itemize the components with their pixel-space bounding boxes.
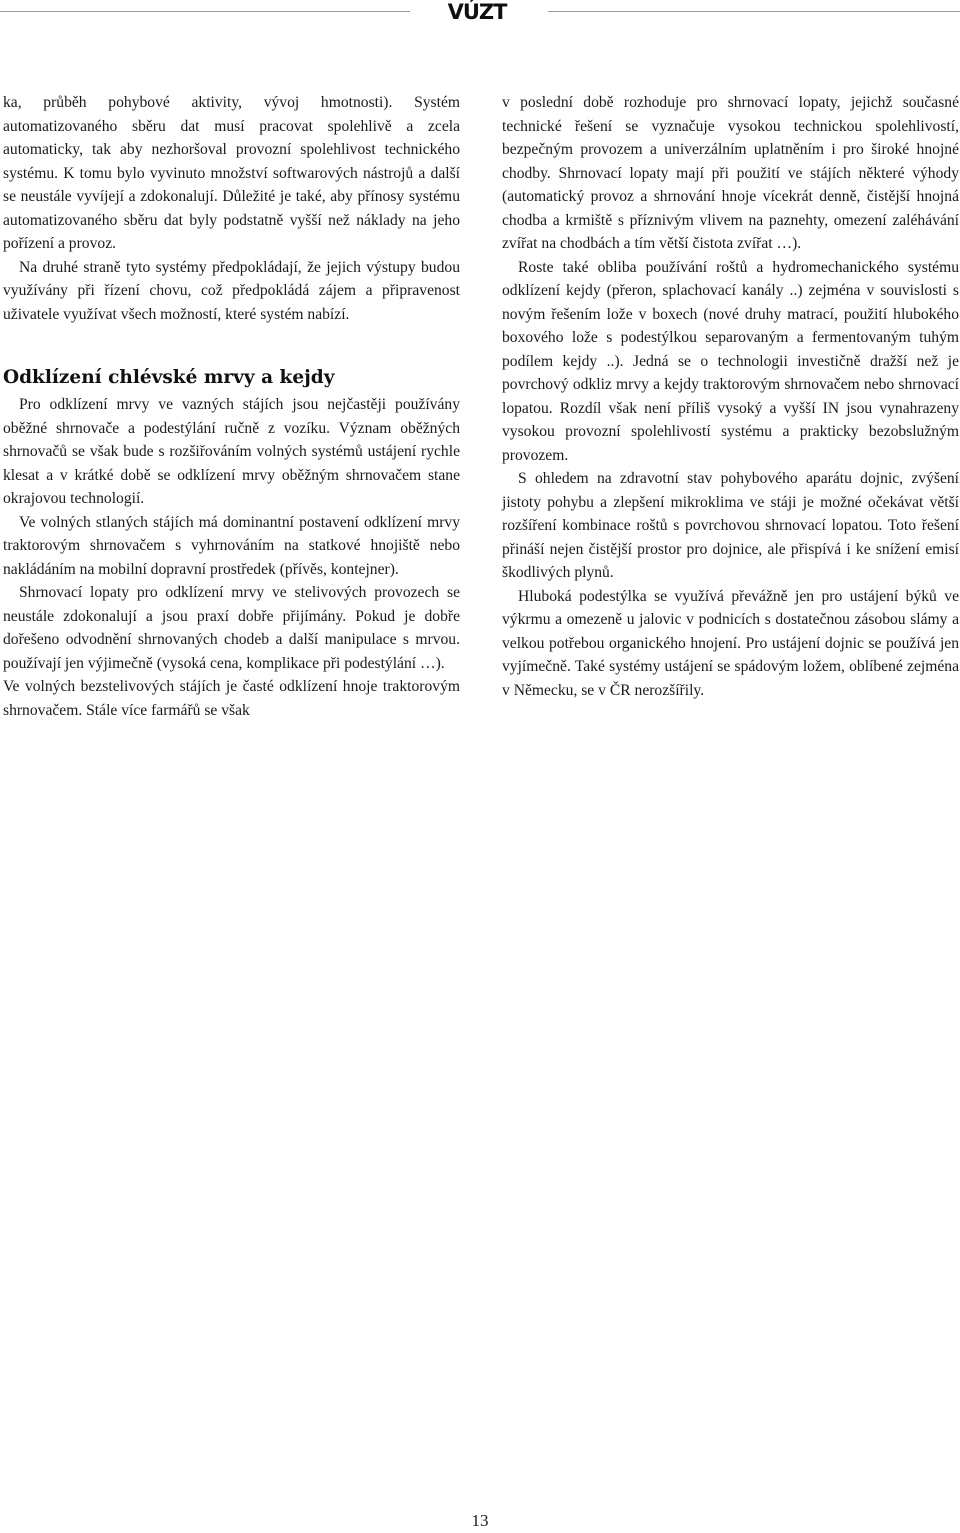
header-rule-left — [0, 11, 410, 12]
paragraph: Na druhé straně tyto systémy předpokládají, že jejich výstupy budou využívány při řízení chovu, což předpokládá zájem a připravenost uživatele využívat všech možností, které systém nabízí. — [3, 258, 460, 323]
paragraph: ka, průběh pohybové aktivity, vývoj hmotnosti). Systém automatizovaného sběru dat musí pracovat spolehlivě a zcela automaticky, tak aby nezhoršoval provozní spolehlivost technického systému. K tomu bylo vyvinuto množství softwarových nástrojů a další se neustále vyvíjejí a zdokonalují. Důležité je také, aby přínosy systému automatizovaného sběru dat byly podstatně vyšší než náklady na jeho pořízení a provoz. — [3, 94, 460, 252]
header-rule-right — [548, 11, 960, 12]
paragraph: Ve volných bezstelivových stájích je časté odklízení hnoje traktorovým shrnovačem. Stále více farmářů se však — [3, 678, 460, 719]
paragraph: Hluboká podestýlka se využívá převážně jen pro ustájení býků ve výkrmu a omezeně u jalovic v podnicích s dostatečnou zásobou slámy a velkou potřebou organického hnojení. Pro ustájení dojnic se používá jen vyjímečně. Také systémy ustájení se spádovým ložem, oblíbené zejména v Německu, se v ČR nerozšířily. — [502, 587, 959, 699]
paragraph: v poslední době rozhoduje pro shrnovací lopaty, jejichž současné technické řešení se vyznačuje vysokou technickou spolehlivostí, bezpečným provozem a univerzálním uplatněním i pro široké hnojné chodby. Shrnovací lopaty mají při použití ve stájích některé výhody (automatický provoz a shrnování hnoje vícekrát denně, čistější hnojná chodba a krmiště s příznivým vlivem na paznehty, omezení zaléhávání zvířat na chodbách a tím větší čistota zvířat …). — [502, 94, 959, 252]
paragraph: S ohledem na zdravotní stav pohybového aparátu dojnic, zvýšení jistoty pohybu a zlepšení mikroklima ve stáji je možné očekávat větší rozšíření kombinace roštů s povrchovou shrnovací lopatou. Toto řešení přináší nejen čistější prostor pro dojnice, ale přispívá i ke snížení emisí škodlivých plynů. — [502, 470, 959, 581]
section-heading: Odklízení chlévské mrvy a kejdy — [3, 367, 335, 388]
paragraph: Roste také obliba používání roštů a hydromechanického systému odklízení kejdy (přeron, splachovací kanály ..) zejména v souvislosti s novým řešením lože v boxech (nové druhy matrací, použití hlubokého boxového lože s podestýlkou separovaným a fermentovaným tuhým podílem kejdy ..). Jedná se o technologii investičně dražší než je povrchový odkliz mrvy a kejdy traktorovým shrnovačem nebo shrnovací lopatou. Rozdíl však není příliš vysoký a vyšší IN jsou vynahrazeny vysokou provozní spolehlivostí systému a prakticky bezobslužným provozem. — [502, 258, 959, 464]
paragraph: Shrnovací lopaty pro odklízení mrvy ve stelivových provozech se neustále zdokonalují a jsou praxí dobře přijímány. Pokud je dobře dořešeno odvodnění shrnovaných chodeb a další manipulace s mrvou. používají jen výjimečně (vysoká cena, komplikace při podestýlání …). — [3, 584, 460, 672]
paragraph: Pro odklízení mrvy ve vazných stájích jsou nejčastěji používány oběžné shrnovače a podestýlání ručně z vozíku. Význam oběžných shrnovačů se však bude s rozšiřováním volných systémů ustájení rychle klesat a v krátké době se odklízení mrvy oběžným shrnovačem stane okrajovou technologií. — [3, 396, 460, 507]
left-column — [3, 91, 460, 722]
page-number: 13 — [471, 1511, 489, 1530]
publisher-logo: VÚZT — [447, 0, 507, 24]
right-column — [502, 91, 959, 702]
paragraph: Ve volných stlaných stájích má dominantní postavení odklízení mrvy traktorovým shrnovačem s vyhrnováním na statkové hnojiště nebo nakládáním na mobilní dopravní prostředek (přívěs, kontejner). — [3, 513, 460, 578]
